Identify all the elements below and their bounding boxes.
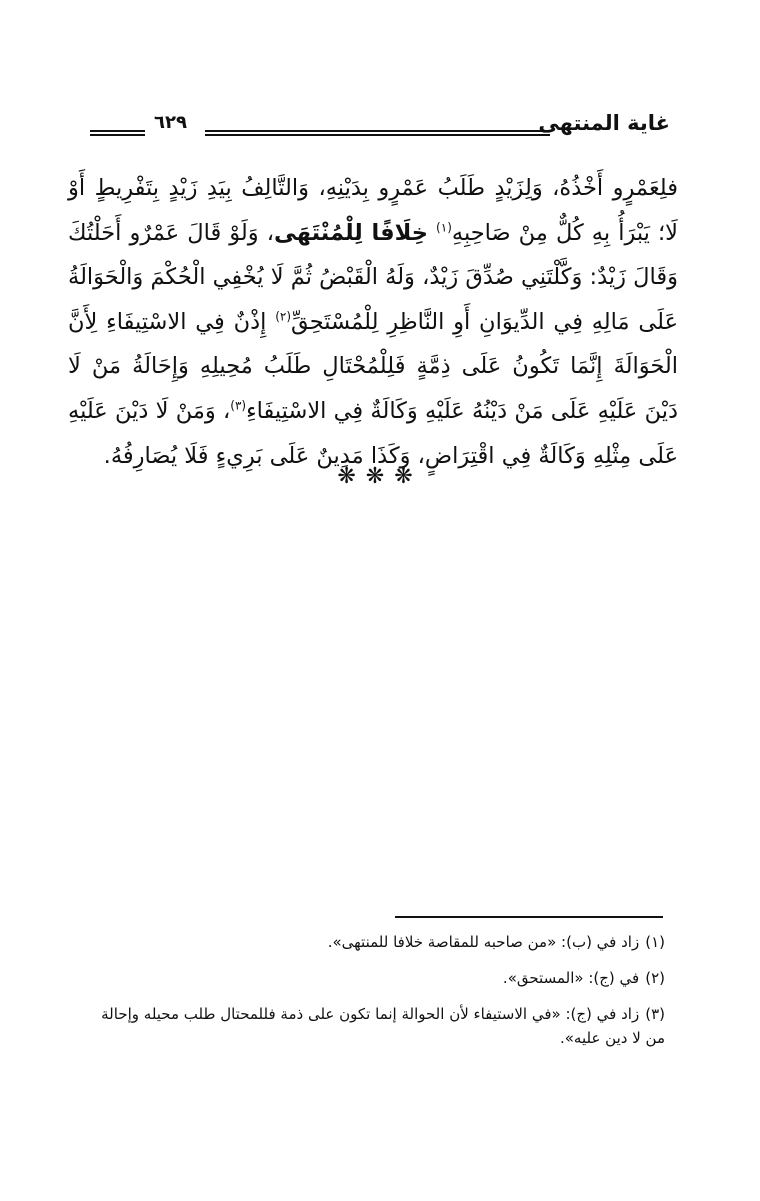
footnote-text: في (ج): «المستحق». [502, 969, 640, 987]
main-text [68, 166, 678, 478]
footnote-marker-1: (١) [436, 220, 452, 235]
footnote-number: (٣) [645, 1005, 665, 1023]
footnote-1 [80, 930, 665, 954]
footnote-3 [80, 1002, 665, 1050]
header-rule-short [90, 130, 145, 136]
footnote-2 [80, 966, 665, 990]
text-segment: فلِعَمْرٍو أَخْذُهُ، وَلِزَيْدٍ طَلَبُ عَمْرٍو بِدَيْنِهِ، وَالتَّالِفُ بِيَدِ زَيْدٍ بِتَفْرِيطٍ أَوْ لَا؛ يَبْرَأُ بِهِ كُلٌّ مِنْ صَاحِبِهِ [68, 175, 678, 246]
footnote-marker-3: (٣) [230, 398, 247, 413]
text-segment: إِذْنٌ فِي الاسْتِيفَاءِ لِأَنَّ الْحَوَالَةَ إِنَّمَا تَكُونُ عَلَى ذِمَّةٍ فَلِلْمُحْتَالِ طَلَبُ مُحِيلِهِ وَإِحَالَةُ مَنْ لَا دَيْنَ عَلَيْهِ عَلَى مَنْ دَيْنُهُ عَلَيْهِ وَكَالَةٌ فِي الاسْتِيفَاءِ [68, 308, 678, 424]
text-segment: ، وَمَنْ لَا دَيْنَ عَلَيْهِ عَلَى مِثْلِهِ وَكَالَةٌ فِي اقْتِرَاضٍ، وَكَذَا مَدِينٌ عَلَى بَرِيءٍ فَلَا يُصَارِفُهُ. [68, 397, 678, 469]
footnote-separator [395, 916, 663, 918]
page-number: ٦٢٩ [154, 112, 187, 133]
text-segment-bold: خِلَافًا لِلْمُنْتَهَى [274, 219, 428, 246]
footnote-text: زاد في (ب): «من صاحبه للمقاصة خلافا للمنتهى». [327, 933, 640, 951]
footnote-text: زاد في (ج): «في الاستيفاء لأن الحوالة إنما تكون على ذمة فللمحتال طلب محيله وإحالة من لا دين عليه». [101, 1005, 665, 1047]
header-rule-long [205, 130, 550, 136]
footnote-marker-2: (٢) [275, 309, 292, 324]
running-title: غاية المنتهى [538, 111, 670, 135]
page-header [90, 108, 670, 148]
footnote-number: (٢) [645, 969, 665, 987]
main-paragraph [68, 166, 678, 478]
footnote-number: (١) [645, 933, 665, 951]
footnotes [80, 930, 665, 1062]
text-segment: ، وَلَوْ قَالَ عَمْرٌو أَحَلْتُكَ وَقَالَ زَيْدٌ: وَكَّلْتَنِي صُدِّقَ زَيْدٌ، وَلَهُ الْقَبْضُ ثُمَّ لَا يُخْفِي الْحُكْمَ وَالْحَوَالَةُ عَلَى مَالِهِ فِي الدِّيوَانِ أَوِ النَّاظِرِ لِلْمُسْتَحِقِّ [68, 219, 678, 335]
section-ornament: ❋❋❋ [337, 464, 423, 489]
